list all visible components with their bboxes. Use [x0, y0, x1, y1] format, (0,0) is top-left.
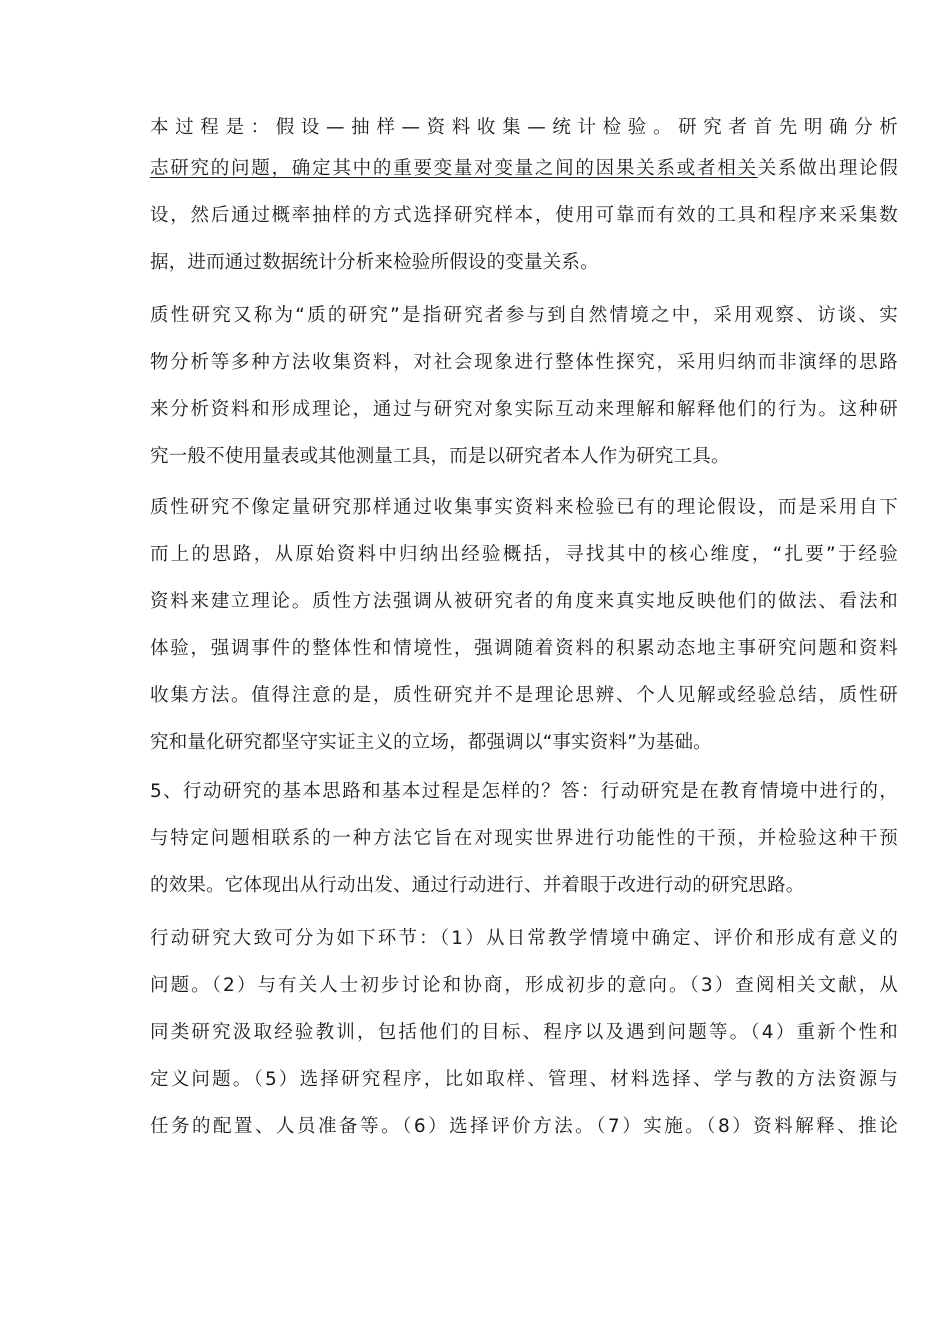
text-line: 的效果。它体现出从行动出发、通过行动进行、并着眼于改进行动的研究思路。	[150, 875, 805, 896]
text-line: 设，然后通过概率抽样的方式选择研究样本，使用可靠而有效的工具和程序来采集数	[150, 205, 898, 226]
text-line: 同类研究汲取经验教训，包括他们的目标、程序以及遇到问题等。（4）重新个性和	[150, 1022, 898, 1043]
paragraph-qualitative-approach	[150, 484, 898, 766]
underlined-text: 志研究的问题，确定其中的重要变量对变量之间的因果关系或者相关	[150, 158, 758, 179]
text-line: 任务的配置、人员准备等。（6）选择评价方法。（7）实施。（8）资料解释、推论	[150, 1116, 898, 1137]
text-line: 究一般不使用量表或其他测量工具，而是以研究者本人作为研究工具。	[150, 446, 730, 467]
text-line: 而上的思路，从原始资料中归纳出经验概括，寻找其中的核心维度，“扎要”于经验	[150, 544, 898, 565]
text-line: 问题。（2）与有关人士初步讨论和协商，形成初步的意向。（3）查阅相关文献，从	[150, 975, 898, 996]
text-line: 与特定问题相联系的一种方法它旨在对现实世界进行功能性的干预，并检验这种干预	[150, 828, 898, 849]
text-line: 5、行动研究的基本思路和基本过程是怎样的？答：行动研究是在教育情境中进行的，	[150, 781, 898, 802]
text-line	[150, 145, 898, 192]
text-line: 究和量化研究都坚守实证主义的立场，都强调以“事实资料”为基础。	[150, 732, 712, 753]
text-line: 质性研究不像定量研究那样通过收集事实资料来检验已有的理论假设，而是采用自下	[150, 497, 898, 518]
text-line: 物分析等多种方法收集资料，对社会现象进行整体性探究，采用归纳而非演绎的思路	[150, 352, 898, 373]
text-line: 据，进而通过数据统计分析来检验所假设的变量关系。	[150, 252, 599, 273]
text-line: 本过程是：假设—抽样—资料收集—统计检验。研究者首先明确分析	[150, 117, 898, 138]
text-line: 资料来建立理论。质性方法强调从被研究者的角度来真实地反映他们的做法、看法和	[150, 591, 898, 612]
text-line: 定义问题。（5）选择研究程序，比如取样、管理、材料选择、学与教的方法资源与	[150, 1069, 898, 1090]
text-line: 体验，强调事件的整体性和情境性，强调随着资料的积累动态地主事研究问题和资料	[150, 638, 898, 659]
text-line: 来分析资料和形成理论，通过与研究对象实际互动来理解和解释他们的行为。这种研	[150, 399, 898, 420]
paragraph-action-research-steps	[150, 915, 898, 1150]
paragraph-process-intro	[150, 104, 898, 151]
paragraph-quantitative-research	[150, 145, 898, 286]
text-line: 收集方法。值得注意的是，质性研究并不是理论思辨、个人见解或经验总结，质性研	[150, 685, 898, 706]
text-line: 质性研究又称为“质的研究”是指研究者参与到自然情境之中，采用观察、访谈、实	[150, 305, 898, 326]
paragraph-action-research-question	[150, 768, 898, 909]
text-line: 行动研究大致可分为如下环节：（1）从日常教学情境中确定、评价和形成有意义的	[150, 928, 898, 949]
text-fragment: 关系做出理论假	[757, 158, 898, 179]
paragraph-qualitative-definition	[150, 292, 898, 480]
